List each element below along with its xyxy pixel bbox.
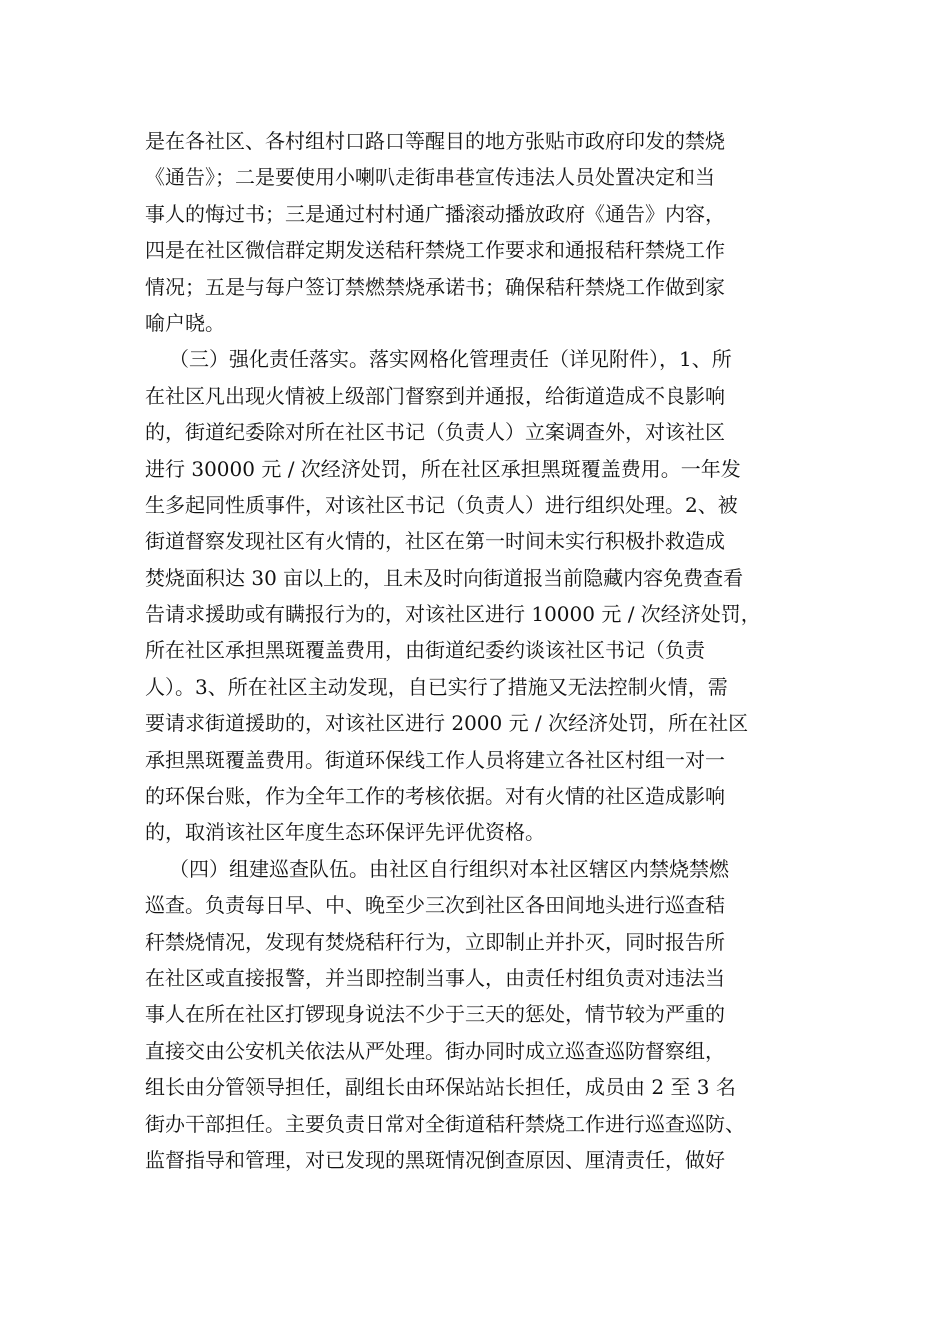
text-line: 组长由分管领导担任，副组长由环保站站长担任，成员由 2 至 3 名 <box>145 1075 736 1100</box>
text-line: 承担黑斑覆盖费用。街道环保线工作人员将建立各社区村组一对一 <box>145 747 725 772</box>
text-line: 的环保台账，作为全年工作的考核依据。对有火情的社区造成影响 <box>145 784 725 809</box>
text-line: 街道督察发现社区有火情的，社区在第一时间未实行积极扑救造成 <box>145 529 725 554</box>
text-line: 所在社区承担黑斑覆盖费用，由街道纪委约谈该社区书记（负责 <box>145 638 705 663</box>
text-line: 生多起同性质事件，对该社区书记（负责人）进行组织处理。2、被 <box>145 492 738 517</box>
text-line: 是在各社区、各村组村口路口等醒目的地方张贴市政府印发的禁烧 <box>145 129 725 153</box>
text-line: 情况；五是与每户签订禁燃禁烧承诺书；确保秸秆禁烧工作做到家 <box>145 274 725 299</box>
text-line: 的，取消该社区年度生态环保评先评优资格。 <box>145 820 545 845</box>
text-line: 事人在所在社区打锣现身说法不少于三天的惩处，情节较为严重的 <box>145 1002 725 1027</box>
text-line: 告请求援助或有瞒报行为的，对该社区进行 10000 元 / 次经济处罚， <box>145 602 761 627</box>
text-line: 人）。3、所在社区主动发现，自已实行了措施又无法控制火情，需 <box>145 674 728 699</box>
text-line: 的，街道纪委除对所在社区书记（负责人）立案调查外，对该社区 <box>145 420 725 445</box>
text-line: 《通告》；二是要使用小喇叭走街串巷宣传违法人员处置决定和当 <box>145 165 715 190</box>
section-heading-line: （三）强化责任落实。落实网格化管理责任（详见附件），1、所 <box>169 347 732 372</box>
text-line: 进行 30000 元 / 次经济处罚，所在社区承担黑斑覆盖费用。一年发 <box>145 456 741 481</box>
body-text <box>145 123 810 1178</box>
text-line: 监督指导和管理，对已发现的黑斑情况倒查原因、厘清责任，做好 <box>145 1147 725 1172</box>
text-line: 秆禁烧情况，发现有焚烧秸秆行为，立即制止并扑灭，同时报告所 <box>145 929 725 954</box>
text-line: 在社区凡出现火情被上级部门督察到并通报，给街道造成不良影响 <box>145 383 725 408</box>
text-line: 直接交由公安机关依法从严处理。街办同时成立巡查巡防督察组， <box>145 1038 725 1063</box>
text-line: 焚烧面积达 30 亩以上的，且未及时向街道报当前隐藏内容免费查看 <box>145 565 744 590</box>
text-line: 喻户晓。 <box>145 310 225 335</box>
text-line: 巡查。负责每日早、中、晚至少三次到社区各田间地头进行巡查秸 <box>145 893 725 918</box>
text-line: 事人的悔过书；三是通过村村通广播滚动播放政府《通告》内容， <box>145 201 725 226</box>
text-line: 在社区或直接报警，并当即控制当事人，由责任村组负责对违法当 <box>145 965 725 990</box>
text-line: 四是在社区微信群定期发送秸秆禁烧工作要求和通报秸秆禁烧工作 <box>145 238 725 263</box>
section-heading-line: （四）组建巡查队伍。由社区自行组织对本社区辖区内禁烧禁燃 <box>169 856 729 881</box>
text-line: 要请求街道援助的，对该社区进行 2000 元 / 次经济处罚，所在社区 <box>145 711 749 736</box>
text-line: 街办干部担任。主要负责日常对全街道秸秆禁烧工作进行巡查巡防、 <box>145 1111 745 1136</box>
